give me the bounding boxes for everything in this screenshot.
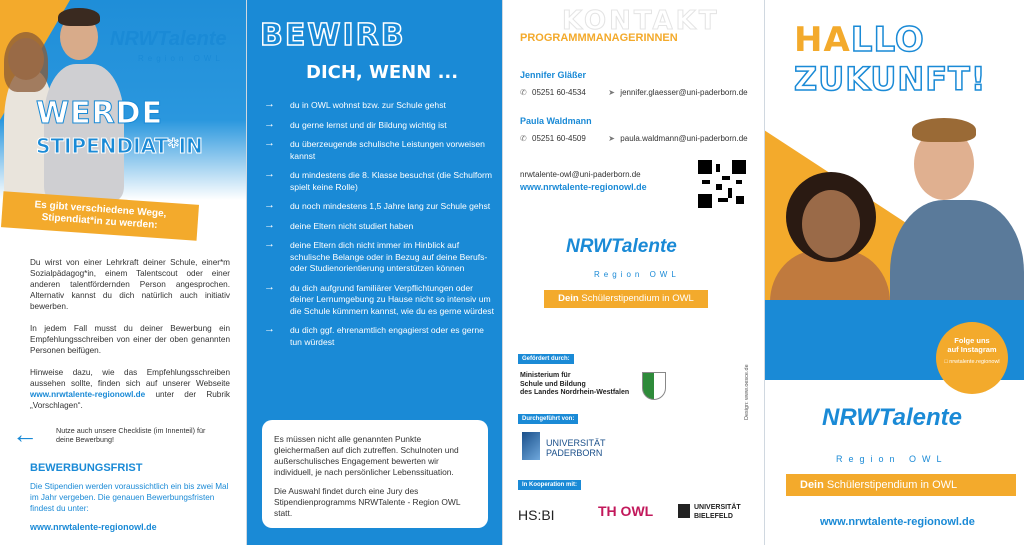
criteria-text: du mindestens die 8. Klasse besuchst (die Schulform spielt keine Rolle) [290, 170, 493, 192]
criteria-item [264, 117, 494, 132]
design-credit: Design: www.oesce.de [744, 364, 750, 420]
ministry-line-1: Ministerium für [520, 372, 571, 379]
title-bewirb: BEWIRB [260, 18, 406, 53]
partner-thowl: TH OWL [598, 503, 654, 519]
arrow-right-icon: → [264, 117, 275, 130]
hint-paragraph [30, 367, 230, 411]
tagline-banner [544, 290, 708, 308]
send-icon: ➤ [608, 134, 615, 143]
arrow-right-icon: → [264, 218, 275, 231]
student-boy-hoodie [44, 64, 124, 200]
criteria-item [264, 280, 494, 318]
tagline-bold: Dein [558, 293, 579, 304]
bielefeld-line-2: BIELEFELD [694, 512, 733, 520]
executed-by-tag: Durchgeführt von: [518, 414, 578, 424]
hint-text-end: unter der Rubrik „Vorschlagen“. [30, 390, 230, 410]
fold-line [246, 0, 247, 545]
contact-name-2: Paula Waldmann [520, 116, 592, 126]
instagram-badge[interactable] [936, 322, 1008, 394]
note-text-1: Es müssen nicht alle genannten Punkte gleichermaßen auf dich zutreffen. Schulnoten und außerschulisches Engagement bewerten wir individuell, je nach persönlicher Lebenssituation. [274, 434, 459, 477]
ministry-name [520, 372, 629, 398]
title-zukunft: ZUKUNFT! [794, 60, 987, 98]
tagline-bold-right: Dein [800, 479, 824, 491]
deadline-heading: BEWERBUNGSFRIST [30, 462, 143, 474]
uni-line-2: PADERBORN [546, 448, 603, 458]
panel-hallo-zukunft [764, 0, 1024, 545]
panel-bewirb-dich [246, 0, 502, 545]
checklist-note: Nutze auch unsere Checkliste (im Innenteil) für deine Bewerbung! [56, 426, 206, 444]
general-email[interactable]: nrwtalente-owl@uni-paderborn.de [520, 170, 641, 179]
logo-region-right: Region OWL [836, 454, 948, 464]
instagram-handle [936, 358, 1008, 367]
fold-line [764, 0, 765, 545]
title-hallo-ha: HA [794, 20, 851, 60]
arrow-left-icon: ← [12, 419, 38, 449]
ways-banner: Es gibt verschiedene Wege, Stipendiat*in zu werden: [1, 191, 199, 241]
criteria-item [264, 201, 494, 213]
criteria-text: du gerne lernst und dir Bildung wichtig ist [290, 119, 447, 130]
contact-phone-1[interactable]: 05251 60-4534 [532, 88, 586, 97]
criteria-item [264, 325, 494, 348]
uni-line-1: UNIVERSITÄT [546, 438, 606, 448]
instagram-icon: □ [944, 359, 948, 365]
logo-region-mid: Region OWL [594, 270, 680, 279]
criteria-item [264, 218, 494, 233]
tagline-rest-right: Schülerstipendium in OWL [826, 479, 958, 491]
ministry-line-2: Schule und Bildung [520, 380, 586, 388]
uni-paderborn-logo-icon [522, 432, 540, 460]
cooperation-tag: In Kooperation mit: [518, 480, 581, 490]
title-stipendiat: STIPENDIAT*IN [36, 134, 203, 158]
student-boy-hair [912, 118, 976, 142]
funded-by-tag: Gefördert durch: [518, 354, 574, 364]
contact-email-1[interactable]: jennifer.glaesser@uni-paderborn.de [620, 88, 748, 97]
tagline-rest: Schülerstipendium in OWL [581, 293, 694, 304]
student-girl-hair [4, 32, 48, 92]
contact-phone-2[interactable]: 05251 60-4509 [532, 134, 586, 143]
criteria-text: deine Eltern dich nicht immer im Hinblick auf schulische Belange oder in Bezug auf deine Berufs- oder Studienorientierung unterstützen können [290, 240, 488, 273]
title-hallo [794, 20, 925, 60]
criteria-text: du dich ggf. ehrenamtlich engagierst oder es gerne tun würdest [290, 325, 484, 347]
arrow-right-icon: → [264, 280, 275, 293]
logo-region: Region OWL [138, 54, 224, 63]
title-dich-wenn: DICH, WENN ... [306, 62, 459, 83]
nrw-coat-of-arms-icon [642, 372, 666, 400]
title-hallo-llo: LLO [850, 20, 925, 60]
qr-code-icon [698, 160, 746, 208]
phone-icon: ✆ [520, 88, 527, 97]
arrow-right-icon: → [264, 98, 275, 110]
criteria-text: du überzeugende schulische Leistungen vorweisen kannst [290, 139, 485, 161]
fold-line [502, 0, 503, 545]
logo-nrwtalente: NRWTalente [110, 28, 227, 50]
contact-name-1: Jennifer Gläßer [520, 70, 587, 80]
partner-hsbi: HS:BI [518, 507, 555, 523]
website-url-right[interactable]: www.nrwtalente-regionowl.de [820, 516, 975, 528]
logo-nrwtalente-right: NRWTalente [822, 404, 963, 431]
uni-bielefeld-logo-icon [678, 504, 690, 518]
student-girl-face [802, 190, 860, 258]
panel-werde-stipendiat [0, 0, 246, 545]
criteria-text: du noch mindestens 1,5 Jahre lang zur Schule gehst [290, 201, 491, 211]
logo-nrwtalente-mid: NRWTalente [566, 236, 677, 257]
managers-heading: PROGRAMMMANAGERINNEN [520, 32, 678, 44]
contact-row-2 [520, 134, 748, 143]
arrow-right-icon: → [264, 199, 275, 211]
uni-paderborn-name [546, 438, 606, 458]
title-werde: WERDE [36, 96, 164, 131]
ministry-line-3: des Landes Nordrhein-Westfalen [520, 389, 630, 396]
tagline-banner-right [786, 474, 1016, 496]
note-box [262, 420, 488, 528]
criteria-list [264, 100, 494, 356]
note-text-2: Die Auswahl findet durch eine Jury des Stipendienprogramms NRWTalente - Region OWL statt. [274, 486, 461, 518]
criteria-text: du in OWL wohnst bzw. zur Schule gehst [290, 100, 446, 110]
arrow-right-icon: → [264, 323, 275, 335]
criteria-text: deine Eltern nicht studiert haben [290, 220, 414, 231]
criteria-item [264, 100, 494, 112]
insta-handle-text: nrwtalente.regionowl [949, 359, 1000, 365]
bielefeld-line-1: UNIVERSITÄT [694, 504, 741, 511]
criteria-text: du dich aufgrund familiärer Verpflichtungen oder deiner Lernumgebung zu Hause nicht so intensiv um die Schule kümmern kannst, wie du es gerne würdest [290, 282, 494, 316]
deadline-url[interactable]: www.nrwtalente-regionowl.de [30, 522, 157, 532]
arrow-right-icon: → [264, 137, 275, 149]
student-boy-hair [58, 8, 100, 26]
hint-text: Hinweise dazu, wie das Empfehlungsschreiben aussehen sollte, finden sich auf unserer Webseite [30, 368, 230, 388]
kontakt-background-word: KONTAKT [562, 6, 720, 36]
partner-bielefeld [694, 504, 741, 521]
panel-kontakt [502, 0, 764, 545]
recommendation-paragraph: In jedem Fall musst du deiner Bewerbung ein Empfehlungsschreiben von einer der oben genannten Personen beifügen. [30, 324, 230, 355]
insta-line-2: auf Instagram [947, 345, 997, 354]
send-icon: ➤ [608, 88, 615, 97]
arrow-right-icon: → [264, 168, 275, 180]
arrow-right-icon: → [264, 238, 275, 250]
insta-line-1: Folge uns [954, 336, 990, 345]
criteria-item [264, 240, 494, 275]
phone-icon: ✆ [520, 134, 527, 143]
website-link[interactable]: www.nrwtalente-regionowl.de [30, 390, 146, 399]
contact-row-1 [520, 88, 748, 97]
criteria-item [264, 139, 494, 162]
website-url[interactable]: www.nrwtalente-regionowl.de [520, 182, 647, 192]
deadline-text: Die Stipendien werden voraussichtlich ein bis zwei Mal im Jahr vergeben. Die genauen Bewerbungsfristen findest du unter: [30, 482, 229, 513]
contact-email-2[interactable]: paula.waldmann@uni-paderborn.de [620, 134, 748, 143]
intro-paragraph: Du wirst von einer Lehrkraft deiner Schule, einer*m Sozialpädagog*in, einem Talentscout oder einer anderen talentfördernden Person angesprochen. Alternativ kannst du dich natürlich auch initiativ bewerben. [30, 258, 230, 311]
criteria-item [264, 170, 494, 193]
